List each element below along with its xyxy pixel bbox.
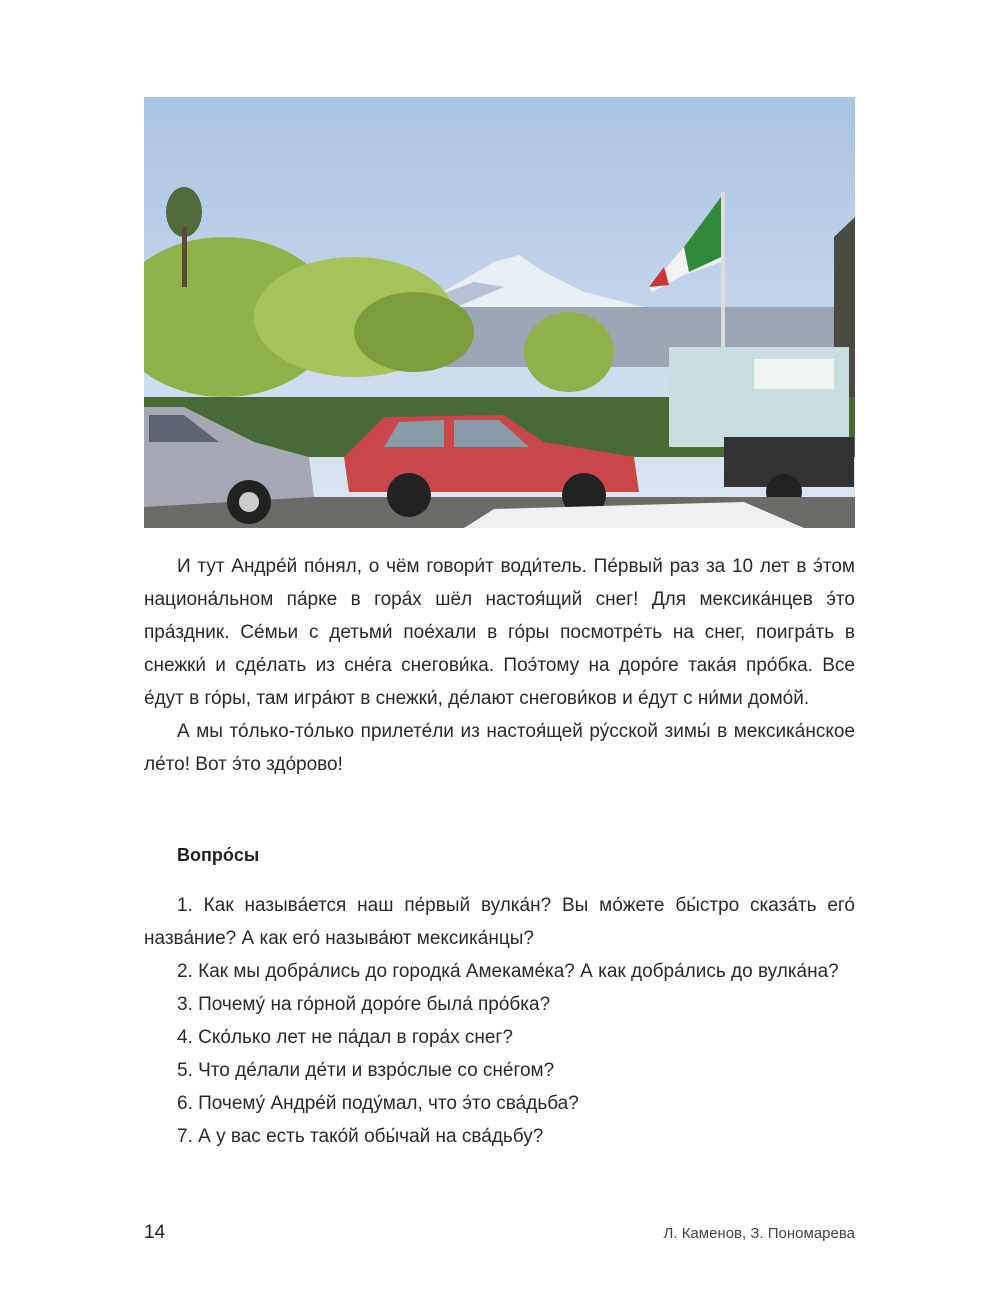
questions-heading: Вопро́сы (177, 845, 260, 865)
authors: Л. Каменов, З. Пономарева (663, 1225, 855, 1242)
page-number: 14 (144, 1222, 166, 1243)
question-item: 5. Что де́лали де́ти и взро́слые со сне́гом? (177, 1060, 555, 1081)
question-item: 7. А у вас есть тако́й обы́чай на сва́дьбу? (177, 1126, 544, 1147)
question-item: 1. Как называ́ется наш пе́рвый вулка́н? Вы мо́жете бы́стро сказа́ть его́ назва́ние? А как его́ называ́ют мексика́нцы? (144, 895, 855, 949)
question-item: 4. Ско́лько лет не па́дал в гора́х снег? (177, 1027, 513, 1048)
photo-illustration (144, 97, 855, 528)
question-item: 6. Почему́ Андре́й поду́мал, что э́то сва́дьба? (177, 1093, 579, 1114)
story-text (144, 550, 855, 781)
paragraph: И тут Андре́й по́нял, о чём говори́т води́тель. Пе́рвый раз за 10 лет в э́том национа́льном па́рке в гора́х шёл настоя́щий снег! Для мексика́нцев э́то пра́здник. Се́мьи с детьми́ пое́хали в го́ры посмотре́ть на снег, поигра́ть в снежки́ и сде́лать из сне́га снегови́ка. Поэ́тому на доро́ге така́я про́бка. Все е́дут в го́ры, там игра́ют в снежки́, де́лают снегови́ков и е́дут с ни́ми домо́й. (144, 556, 855, 709)
paragraph: А мы то́лько-то́лько прилете́ли из настоя́щей ру́сской зимы́ в мексика́нское ле́то! Вот э́то здо́рово! (144, 721, 855, 775)
question-item: 3. Почему́ на го́рной доро́ге была́ про́бка? (177, 994, 551, 1015)
question-item: 2. Как мы добра́лись до городка́ Амекаме́ка? А как добра́лись до вулка́на? (177, 961, 839, 982)
questions-list (144, 889, 855, 1153)
